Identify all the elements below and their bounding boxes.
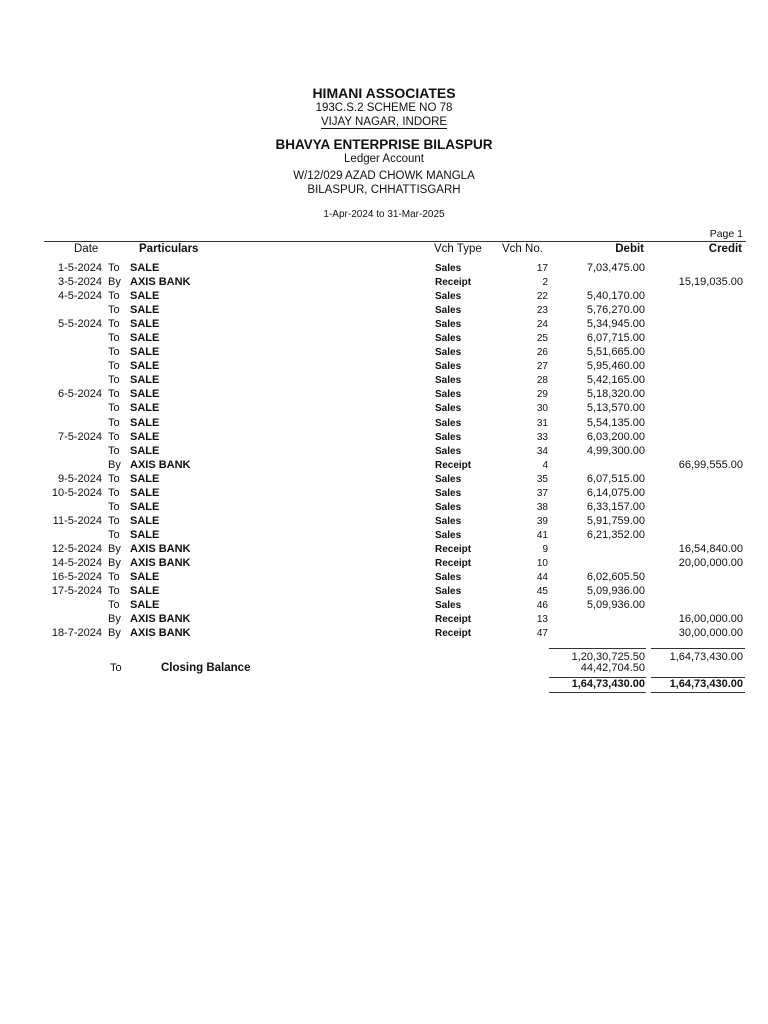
entry-particulars: SALE [130,444,160,457]
table-row [0,445,768,459]
entry-particulars: SALE [130,571,160,584]
column-vch-type: Vch Type [434,243,482,255]
entry-vch-type: Sales [435,389,462,401]
entry-date: 17-5-2024 [51,585,102,598]
entry-particulars: SALE [130,360,160,373]
entry-vch-type: Receipt [435,459,472,471]
entry-vch-no: 34 [536,445,548,457]
entry-direction: By [108,613,121,626]
entry-vch-type: Receipt [435,277,472,289]
entry-date: 12-5-2024 [51,542,102,555]
entry-credit: 16,00,000.00 [678,613,743,626]
entry-credit: 15,19,035.00 [678,276,743,289]
entry-vch-no: 17 [536,263,548,274]
entry-debit: 6,02,605.50 [586,571,645,584]
entry-direction: To [108,585,120,598]
entry-debit: 4,99,300.00 [586,444,645,457]
ledger-entries [0,262,768,641]
entry-particulars: SALE [130,332,160,345]
table-row [0,585,768,599]
entry-particulars: SALE [130,528,160,541]
entry-vch-type: Sales [435,473,462,485]
totals-row [0,649,768,663]
entry-direction: To [108,290,120,303]
entry-vch-type: Sales [435,291,462,303]
entry-credit: 66,99,555.00 [678,458,743,471]
entry-vch-type: Sales [435,319,462,331]
entry-date: 1-5-2024 [57,262,102,274]
grand-total-credit: 1,64,73,430.00 [669,678,743,690]
column-vch-no: Vch No. [502,243,543,255]
entry-credit: 16,54,840.00 [678,542,743,555]
table-row [0,459,768,473]
entry-debit: 5,09,936.00 [586,599,645,612]
table-row [0,501,768,515]
entry-debit: 6,07,515.00 [586,472,645,485]
entry-direction: By [108,556,121,569]
entry-vch-type: Sales [435,600,462,612]
entry-date: 9-5-2024 [57,472,102,485]
table-row [0,515,768,529]
closing-balance-debit: 44,42,704.50 [580,662,645,674]
column-credit: Credit [708,243,742,255]
total-credit: 1,64,73,430.00 [669,651,743,663]
entry-vch-type: Sales [435,445,462,457]
table-row [0,318,768,332]
party-name: BHAVYA ENTERPRISE BILASPUR [275,137,493,152]
entry-date: 14-5-2024 [51,556,102,569]
entry-debit: 7,03,475.00 [586,262,645,274]
grand-total-debit: 1,64,73,430.00 [571,678,645,690]
entry-vch-type: Sales [435,361,462,373]
entry-particulars: AXIS BANK [130,613,191,626]
entry-particulars: SALE [130,486,160,499]
entry-vch-type: Receipt [435,543,472,555]
entry-vch-no: 26 [536,347,548,359]
entry-direction: To [108,262,120,274]
entry-vch-type: Sales [435,487,462,499]
entry-date: 6-5-2024 [57,388,102,401]
entry-date: 5-5-2024 [57,318,102,331]
entry-direction: By [108,542,121,555]
closing-balance-label: Closing Balance [161,662,251,674]
entry-vch-no: 23 [536,305,548,317]
entry-direction: To [108,346,120,359]
table-row [0,529,768,543]
entry-particulars: AXIS BANK [130,556,191,569]
entry-direction: To [108,472,120,485]
entry-debit: 5,54,135.00 [586,416,645,429]
entry-direction: To [108,599,120,612]
grand-total-underline-debit [549,692,646,693]
table-row [0,290,768,304]
entry-debit: 6,03,200.00 [586,430,645,443]
entry-vch-no: 33 [536,431,548,443]
entry-vch-no: 44 [536,572,548,584]
entry-debit: 6,21,352.00 [586,528,645,541]
entry-particulars: AXIS BANK [130,542,191,555]
table-row [0,599,768,613]
entry-credit: 20,00,000.00 [678,556,743,569]
table-row [0,262,768,276]
table-row [0,276,768,290]
column-header-row [44,241,746,257]
entry-direction: To [108,444,120,457]
entry-vch-type: Receipt [435,557,472,569]
grand-total-underline-credit [651,692,745,693]
entry-debit: 5,76,270.00 [586,304,645,317]
entry-date: 11-5-2024 [52,514,102,527]
entry-debit: 5,13,570.00 [586,402,645,415]
table-row [0,374,768,388]
entry-credit: 30,00,000.00 [678,627,743,640]
entry-vch-no: 9 [542,543,548,555]
ledger-label: Ledger Account [344,153,424,165]
entry-vch-type: Sales [435,431,462,443]
entry-particulars: AXIS BANK [130,627,191,640]
grand-total-row [0,678,768,692]
entry-debit: 5,34,945.00 [586,318,645,331]
entry-particulars: SALE [130,599,160,612]
entry-vch-no: 25 [536,333,548,345]
entry-vch-no: 41 [536,529,548,541]
entry-particulars: SALE [130,374,160,387]
entry-vch-type: Sales [435,501,462,513]
entry-particulars: AXIS BANK [130,458,191,471]
entry-date: 16-5-2024 [51,571,102,584]
entry-debit: 5,40,170.00 [586,290,645,303]
entry-particulars: SALE [130,290,160,303]
table-row [0,304,768,318]
entry-vch-type: Sales [435,515,462,527]
company-address-line2 [0,116,768,128]
table-row [0,431,768,445]
entry-direction: To [108,304,120,317]
entry-debit: 5,09,936.00 [586,585,645,598]
entry-vch-no: 13 [536,614,548,626]
entry-vch-type: Sales [435,572,462,584]
report-period: 1-Apr-2024 to 31-Mar-2025 [323,209,445,220]
entry-vch-no: 31 [536,417,548,429]
table-row [0,627,768,641]
entry-vch-no: 30 [536,403,548,415]
table-row [0,571,768,585]
entry-direction: By [108,276,121,289]
entry-vch-no: 4 [542,459,548,471]
entry-direction: To [108,388,120,401]
entry-direction: To [108,416,120,429]
table-row [0,346,768,360]
table-row [0,388,768,402]
entry-direction: To [108,430,120,443]
entry-date: 18-7-2024 [51,627,102,640]
entry-vch-no: 37 [536,487,548,499]
column-particulars: Particulars [139,243,199,255]
entry-vch-no: 2 [542,277,548,289]
entry-vch-no: 29 [536,389,548,401]
entry-vch-no: 24 [536,319,548,331]
entry-date: 7-5-2024 [57,430,102,443]
entry-vch-type: Receipt [435,628,472,640]
page-number: Page 1 [709,228,743,240]
entry-vch-no: 27 [536,361,548,373]
entry-vch-type: Sales [435,586,462,598]
entry-vch-no: 47 [536,628,548,640]
table-row [0,417,768,431]
entry-particulars: SALE [130,585,160,598]
entry-vch-no: 22 [536,291,548,303]
entry-vch-type: Sales [435,305,462,317]
total-debit: 1,20,30,725.50 [571,651,645,663]
entry-vch-no: 28 [536,375,548,387]
entry-direction: To [108,486,120,499]
entry-debit: 5,18,320.00 [586,388,645,401]
entry-debit: 6,14,075.00 [586,486,645,499]
entry-vch-no: 35 [536,473,548,485]
company-name: HIMANI ASSOCIATES [312,85,456,101]
entry-direction: To [108,402,120,415]
entry-particulars: SALE [130,304,160,317]
entry-vch-no: 10 [536,557,548,569]
entry-vch-type: Sales [435,347,462,359]
entry-vch-type: Sales [435,529,462,541]
entry-direction: To [108,318,120,331]
entry-vch-type: Sales [435,403,462,415]
table-row [0,557,768,571]
party-address-line2: BILASPUR, CHHATTISGARH [307,184,461,196]
entry-particulars: SALE [130,500,160,513]
entry-vch-no: 45 [536,586,548,598]
entry-direction: To [108,360,120,373]
entry-debit: 6,07,715.00 [586,332,645,345]
entry-direction: By [108,627,121,640]
column-debit: Debit [615,243,644,255]
entry-vch-no: 46 [536,600,548,612]
entry-debit: 5,95,460.00 [586,360,645,373]
entry-date: 3-5-2024 [57,276,102,289]
company-address-line2-text: VIJAY NAGAR, INDORE [320,116,448,128]
entry-debit: 6,33,157.00 [586,500,645,513]
closing-direction: To [110,662,122,674]
entry-direction: To [108,571,120,584]
entry-vch-type: Sales [435,333,462,345]
entry-debit: 5,91,759.00 [586,514,645,527]
company-address-line1: 193C.S.2 SCHEME NO 78 [315,102,453,114]
entry-particulars: SALE [130,318,160,331]
entry-particulars: SALE [130,416,160,429]
entry-vch-type: Sales [435,263,462,274]
entry-vch-type: Receipt [435,614,472,626]
entry-vch-no: 38 [536,501,548,513]
table-row [0,613,768,627]
entry-vch-type: Sales [435,375,462,387]
entry-debit: 5,51,665.00 [586,346,645,359]
entry-date: 4-5-2024 [57,290,102,303]
entry-direction: To [108,500,120,513]
party-address-line1: W/12/029 AZAD CHOWK MANGLA [293,170,475,182]
entry-particulars: SALE [130,514,160,527]
table-row [0,473,768,487]
closing-balance-row [0,662,768,676]
entry-vch-type: Sales [435,417,462,429]
entry-debit: 5,42,165.00 [586,374,645,387]
entry-particulars: SALE [130,346,160,359]
table-row [0,332,768,346]
entry-particulars: SALE [130,430,160,443]
entry-particulars: SALE [130,262,160,274]
table-row [0,543,768,557]
table-row [0,487,768,501]
entry-particulars: SALE [130,402,160,415]
entry-direction: By [108,458,121,471]
entry-vch-no: 39 [536,515,548,527]
entry-particulars: SALE [130,472,160,485]
entry-particulars: SALE [130,388,160,401]
entry-direction: To [108,528,120,541]
table-row [0,360,768,374]
entry-direction: To [108,332,120,345]
entry-date: 10-5-2024 [51,486,102,499]
entry-direction: To [108,374,120,387]
entry-particulars: AXIS BANK [130,276,191,289]
table-row [0,402,768,416]
entry-direction: To [108,514,120,527]
column-date: Date [74,243,99,255]
